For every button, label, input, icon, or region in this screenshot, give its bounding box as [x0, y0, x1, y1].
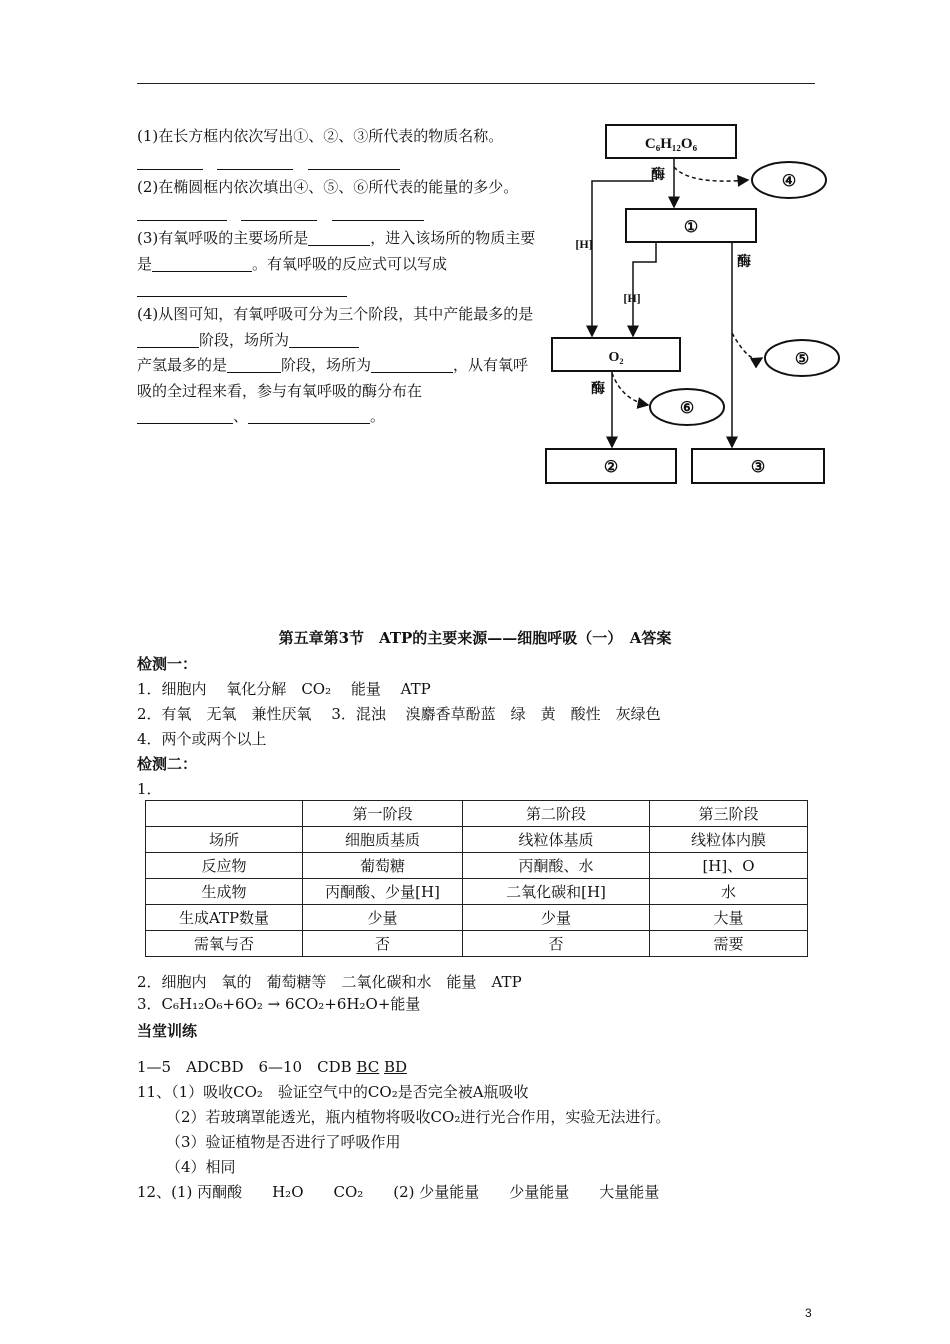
blank [241, 204, 317, 221]
table-cell: 葡萄糖 [303, 853, 463, 879]
blank [248, 407, 370, 424]
answer-text: BC [356, 1058, 380, 1076]
oval-5-label: ⑤ [794, 351, 810, 368]
glucose-label: C₆H₁₂O₆ [644, 136, 698, 152]
question-2 [137, 175, 542, 226]
question-3 [137, 226, 542, 303]
blank [217, 153, 293, 170]
respiration-diagram [540, 115, 840, 495]
oxygen-label: O₂ [608, 350, 624, 365]
table-cell: 线粒体基质 [463, 827, 650, 853]
enzyme-label: 酶 [591, 382, 605, 397]
question-4-text: 产氢最多的是 [137, 356, 228, 374]
answer-title: 第五章第3节 ATP的主要来源——细胞呼吸（一） A答案 [278, 629, 672, 647]
hydrogen-label: [H] [575, 237, 593, 251]
table-cell: 少量 [303, 905, 463, 931]
answer-line: 4．两个或两个以上 [137, 730, 267, 748]
answer-line: 12、(1) 丙酮酸 H₂O CO₂ (2) 少量能量 少量能量 大量能量 [137, 1183, 660, 1201]
answer-text: 1—5 ADCBD 6—10 CDB [137, 1058, 357, 1076]
answer-line: 3．C₆H₁₂O₆+6O₂ → 6CO₂+6H₂O+能量 [137, 995, 421, 1013]
answer-line: 2．有氧 无氧 兼性厌氧 3．混浊 溴麝香草酚蓝 绿 黄 酸性 灰绿色 [137, 705, 661, 723]
table-cell: 生成ATP数量 [146, 905, 303, 931]
blank [308, 229, 370, 246]
blank [371, 356, 453, 373]
table-cell: 大量 [650, 905, 808, 931]
blank [137, 204, 227, 221]
answer-line: 1． [137, 780, 162, 798]
box-3-label: ③ [750, 459, 766, 476]
hydrogen-label: [H] [623, 291, 641, 305]
answer-line [137, 1056, 407, 1077]
blank [308, 153, 400, 170]
table-cell: 丙酮酸、少量[H] [303, 879, 463, 905]
question-4 [137, 302, 542, 430]
blank [137, 153, 203, 170]
box-2-label: ② [603, 459, 619, 476]
oval-6-label: ⑥ [679, 400, 695, 417]
table-cell: 丙酮酸、水 [463, 853, 650, 879]
blank [332, 204, 424, 221]
table-cell: 生成物 [146, 879, 303, 905]
table-row [146, 853, 808, 879]
question-4-text: 、 [233, 407, 249, 425]
table-cell: 线粒体内膜 [650, 827, 808, 853]
header-rule [137, 83, 815, 84]
table-cell: 需要 [650, 931, 808, 957]
blank [137, 407, 233, 424]
table-cell: 二氧化碳和[H] [463, 879, 650, 905]
table-cell [146, 801, 303, 827]
table-cell: 场所 [146, 827, 303, 853]
table-row [146, 905, 808, 931]
section-heading: 当堂训练 [137, 1022, 198, 1040]
question-4-text: 。 [370, 407, 386, 425]
table-row [146, 931, 808, 957]
blank [137, 280, 347, 297]
table-cell: 第一阶段 [303, 801, 463, 827]
question-4-text: (4)从图可知，有氧呼吸可分为三个阶段，其中产能最多的是 [137, 305, 534, 323]
answer-line: （4）相同 [166, 1158, 236, 1176]
answer-line: 11、（1）吸收CO₂ 验证空气中的CO₂是否完全被A瓶吸收 [137, 1083, 529, 1101]
table-cell: 否 [303, 931, 463, 957]
blank [152, 255, 252, 272]
blank [227, 356, 281, 373]
question-3-text: 。有氧呼吸的反应式可以写成 [252, 254, 448, 273]
enzyme-label: 酶 [737, 255, 751, 270]
question-1-text: (1)在长方框内依次写出①、②、③所代表的物质名称。 [137, 127, 504, 145]
blank [289, 331, 359, 348]
table-cell: 细胞质基质 [303, 827, 463, 853]
answer-line: （3）验证植物是否进行了呼吸作用 [166, 1133, 401, 1151]
section-heading: 检测一： [137, 655, 198, 673]
answer-line: 2．细胞内 氧的 葡萄糖等 二氧化碳和水 能量 ATP [137, 973, 522, 991]
table-row [146, 879, 808, 905]
answer-table [145, 800, 808, 957]
table-cell: 第三阶段 [650, 801, 808, 827]
question-3-text: (3)有氧呼吸的主要场所是 [137, 229, 309, 247]
question-4-text: 阶段，场所为 [199, 330, 290, 349]
table-cell: 水 [650, 879, 808, 905]
blank [137, 331, 199, 348]
table-cell: 需氧与否 [146, 931, 303, 957]
answer-line: （2）若玻璃罩能透光，瓶内植物将吸收CO₂进行光合作用，实验无法进行。 [166, 1108, 671, 1126]
answer-line: 1．细胞内 氧化分解 CO₂ 能量 ATP [137, 680, 431, 698]
table-cell: 否 [463, 931, 650, 957]
enzyme-label: 酶 [651, 168, 665, 183]
question-2-text: (2)在椭圆框内依次填出④、⑤、⑥所代表的能量的多少。 [137, 178, 519, 196]
table-row [146, 827, 808, 853]
question-4-text: 阶段，场所为 [281, 356, 372, 374]
question-4-text: ，从有氧呼吸的全过程来看，参与有氧呼吸的酶分布在 [137, 356, 529, 400]
table-cell: 少量 [463, 905, 650, 931]
table-cell: [H]、O [650, 853, 808, 879]
page-number: 3 [805, 1306, 812, 1320]
answer-text: BD [383, 1058, 408, 1076]
question-1 [137, 124, 542, 175]
oval-4-label: ④ [781, 173, 797, 190]
box-1-label: ① [683, 219, 699, 236]
question-3-text: ，进入该场所的物质主要是 [137, 229, 536, 273]
table-header-row [146, 801, 808, 827]
table-cell: 第二阶段 [463, 801, 650, 827]
section-heading: 检测二： [137, 755, 198, 773]
table-cell: 反应物 [146, 853, 303, 879]
